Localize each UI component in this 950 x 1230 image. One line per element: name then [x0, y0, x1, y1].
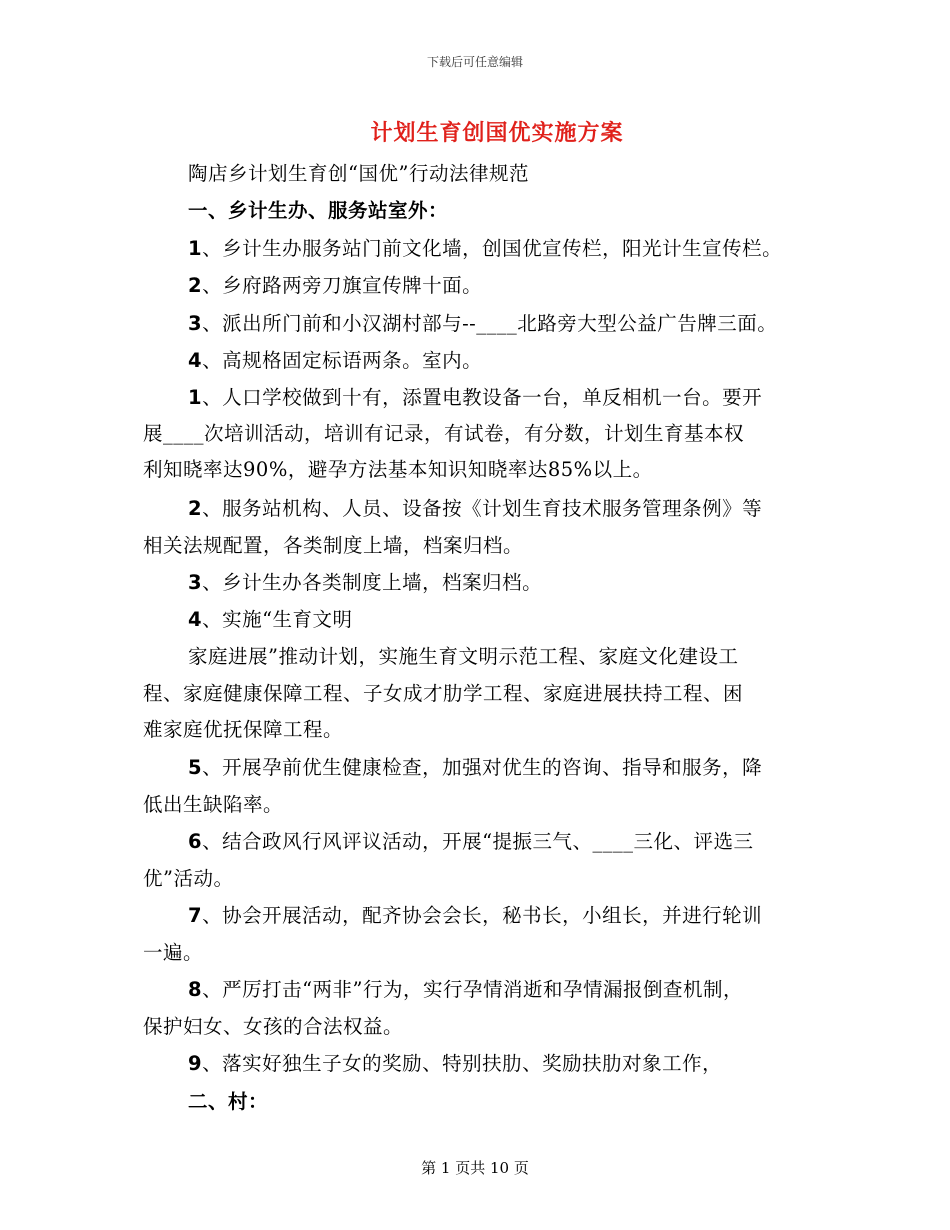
line-text: 相关法规配置，各类制度上墙，档案归档。: [143, 534, 524, 557]
item-number: 2: [188, 497, 203, 520]
line-text: 、开展孕前优生健康检查，加强对优生的咨询、指导和服务，降: [202, 756, 763, 779]
line-text: 、派出所门前和小汉湖村部与--____北路旁大型公益广告牌三面。: [202, 312, 778, 335]
paragraph-line: [188, 641, 738, 669]
item-number: 4: [188, 349, 203, 372]
line-text: 、落实好独生子女的奖励、特别扶肋、奖励扶肋对象工作，: [202, 1052, 723, 1075]
list-item: [188, 567, 542, 595]
line-text: 、严厉打击“两非”行为，实行孕情消逝和孕情漏报倒查机制，: [202, 978, 744, 1001]
list-item: [188, 826, 754, 854]
item-number: 3: [188, 571, 203, 594]
list-item: [188, 493, 762, 521]
list-item: [188, 1048, 722, 1076]
item-number: 6: [188, 830, 203, 853]
line-text: 优”活动。: [143, 867, 234, 890]
list-item: [188, 604, 353, 632]
list-item: [188, 752, 762, 780]
line-text: 二、村：: [188, 1090, 269, 1113]
item-number: 8: [188, 978, 203, 1001]
line-text: 、服务站机构、人员、设备按《计划生育技术服务管理条例》等: [202, 497, 763, 520]
item-number: 1: [188, 386, 203, 409]
header-note: 下载后可任意编辑: [426, 55, 523, 69]
item-number: 4: [188, 608, 203, 631]
list-item: [188, 345, 482, 373]
line-text: 陶店乡计划生育创“国优”行动法律规范: [188, 162, 529, 185]
paragraph-line: [143, 863, 233, 891]
line-text: 、高规格固定标语两条。室内。: [202, 349, 483, 372]
line-text: 利知晓率达90%，避孕方法基本知识知晓率达85%以上。: [143, 458, 653, 481]
item-number: 5: [188, 756, 203, 779]
document-title: 计划生育创国优实施方案: [370, 120, 624, 146]
line-text: 展____次培训活动，培训有记录，有试卷，有分数，计划生育基本权: [143, 422, 745, 445]
line-text: 一遍。: [143, 941, 204, 964]
paragraph-line: [188, 158, 529, 186]
line-text: 一、乡计生办、服务站室外：: [188, 199, 449, 222]
line-text: 、乡计生办服务站门前文化墙，创国优宣传栏，阳光计生宣传栏。: [202, 237, 783, 260]
paragraph-line: [143, 678, 743, 706]
line-text: 难家庭优抚保障工程。: [143, 718, 344, 741]
page-footer: 第 1 页共 10 页: [421, 1159, 529, 1177]
line-text: 、人口学校做到十有，添置电教设备一台，单反相机一台。要开: [202, 386, 763, 409]
section-heading: [188, 1086, 268, 1114]
line-text: 低出生缺陷率。: [143, 793, 284, 816]
list-item: [188, 900, 762, 928]
paragraph-line: [143, 1011, 403, 1039]
item-number: 7: [188, 904, 203, 927]
line-text: 程、家庭健康保障工程、子女成才肋学工程、家庭进展扶持工程、困: [143, 682, 744, 705]
item-number: 3: [188, 312, 203, 335]
paragraph-line: [143, 418, 744, 446]
line-text: 、实施“生育文明: [202, 608, 353, 631]
list-item: [188, 233, 782, 261]
item-number: 9: [188, 1052, 203, 1075]
paragraph-line: [143, 714, 343, 742]
item-number: 2: [188, 274, 203, 297]
list-item: [188, 974, 743, 1002]
line-text: 、乡府路两旁刀旗宣传牌十面。: [202, 274, 483, 297]
paragraph-line: [143, 937, 203, 965]
paragraph-line: [143, 789, 283, 817]
paragraph-line: [143, 530, 523, 558]
list-item: [188, 270, 482, 298]
paragraph-line: [143, 454, 653, 482]
line-text: 保护妇女、女孩的合法权益。: [143, 1015, 404, 1038]
line-text: 、协会开展活动，配齐协会会长，秘书长，小组长，并进行轮训: [202, 904, 763, 927]
list-item: [188, 382, 762, 410]
section-heading: [188, 195, 448, 223]
line-text: 、乡计生办各类制度上墙，档案归档。: [202, 571, 543, 594]
line-text: 家庭进展”推动计划，实施生育文明示范工程、家庭文化建设工: [188, 645, 739, 668]
item-number: 1: [188, 237, 203, 260]
list-item: [188, 308, 777, 336]
line-text: 、结合政风行风评议活动，开展“提振三气、____三化、评选三: [202, 830, 754, 853]
